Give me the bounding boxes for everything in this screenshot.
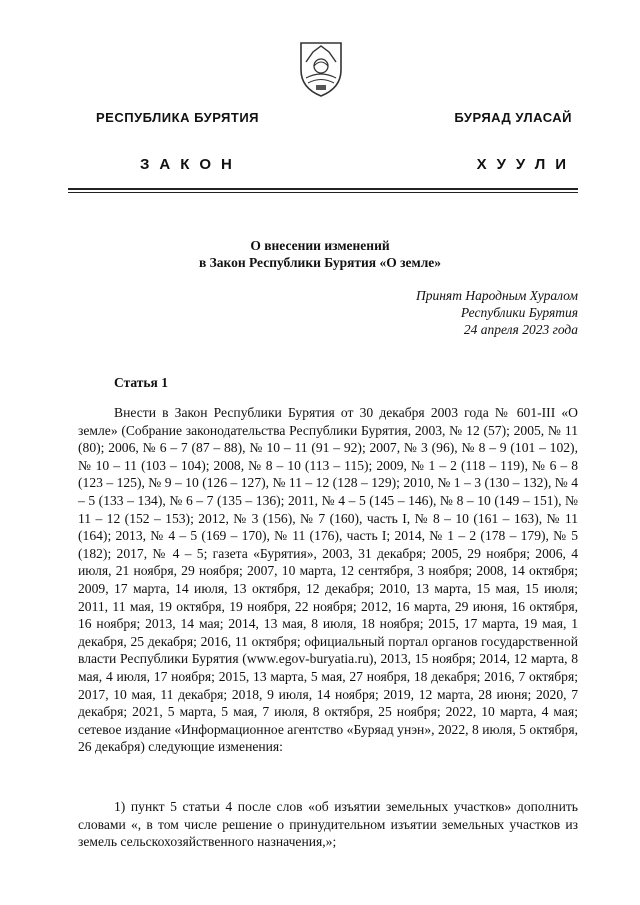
adoption-note [416,287,578,338]
header-right-republic-name: БУРЯАД УЛАСАЙ [454,110,572,125]
doc-type-right: ХУУЛИ [476,156,576,173]
header-left-republic-name: РЕСПУБЛИКА БУРЯТИЯ [96,110,260,125]
header-divider [68,188,578,190]
article-paragraph-1: Внести в Закон Республики Бурятия от 30 декабря 2003 года № 601-III «О земле» (Собрание законодательства Республики Бурятия, 2003, № 12 (57); 2005, № 11 (80); 2006, № 6 – 7 (87 – 88), № 10 – 11 (91 – 92); 2007, № 3 (96), № 8 – 9 (101 – 102), № 10 – 11 (103 – 104); 2008, № 8 – 10 (113 – 115); 2009, № 1 – 2 (118 – 119), № 6 – 8 (123 – 125), № 9 – 10 (126 – 127), № 11 – 12 (128 – 129); 2010, № 1 – 3 (130 – 132), № 4 – 5 (133 – 134), № 6 – 7 (135 – 136); 2011, № 4 – 5 (145 – 146), № 8 – 10 (149 – 151), № 11 – 12 (152 – 153); 2012, № 3 (156), № 7 (160), часть I, № 8 – 10 (161 – 163), № 11 (164); 2013, № 4 – 5 (169 – 170), № 11 (176), часть I; 2014, № 1 – 2 (178 – 179), № 5 (182); 2017, № 4 – 5; газета «Бурятия», 2003, 31 декабря; 2005, 29 ноября; 2006, 4 июля, 21 ноября, 29 ноября; 2007, 10 марта, 12 сентября, 3 ноября; 2008, 14 октября; 2009, 17 марта, 14 июля, 13 октября, 12 декабря; 2010, 13 марта, 15 мая, 15 июля; 2011, 11 мая, 19 октября, 19 ноября, 22 ноября; 2012, 16 марта, 29 июня, 16 октября, 16 ноября; 2013, 14 мая; 2014, 13 мая, 8 июля, 18 ноября; 2015, 17 марта, 19 мая, 1 декабря, 25 декабря; 2016, 11 октября; официальный портал органов государственной власти Республики Бурятия (www.egov-buryatia.ru), 2013, 15 ноября; 2014, 12 марта, 8 мая, 4 июля, 17 ноября; 2015, 13 марта, 5 мая, 27 ноября, 18 декабря; 2016, 7 октября; 2017, 10 мая, 11 декабря; 2018, 9 июля, 14 ноября; 2019, 12 марта, 28 июня; 2020, 7 декабря; 2021, 5 марта, 5 мая, 7 июля, 8 октября, 25 ноября; 2022, 10 марта, 4 мая; сетевое издание «Информационное агентство «Буряад унэн», 2022, 8 июля, 5 октября, 26 декабря) следующие изменения: [78,405,578,755]
law-title [0,237,640,271]
article-paragraph-2: 1) пункт 5 статьи 4 после слов «об изъятии земельных участков» дополнить словами «, в том числе решение о принудительном изъятии земельных участков из земель сельскохозяйственного назначения,»; [78,799,578,850]
adoption-note-line-1: Принят Народным Хуралом [415,288,578,303]
adoption-note-line-2: Республики Бурятия [460,305,578,320]
coat-of-arms-icon [298,40,344,98]
law-title-line-1: О внесении изменений [250,238,390,253]
doc-type-left: ЗАКОН [140,156,242,173]
law-title-line-2: в Закон Республики Бурятия «О земле» [198,255,442,270]
header-divider-thin [68,192,578,193]
article-heading: Статья 1 [114,375,168,390]
adoption-date: 24 апреля 2023 года [463,322,578,337]
